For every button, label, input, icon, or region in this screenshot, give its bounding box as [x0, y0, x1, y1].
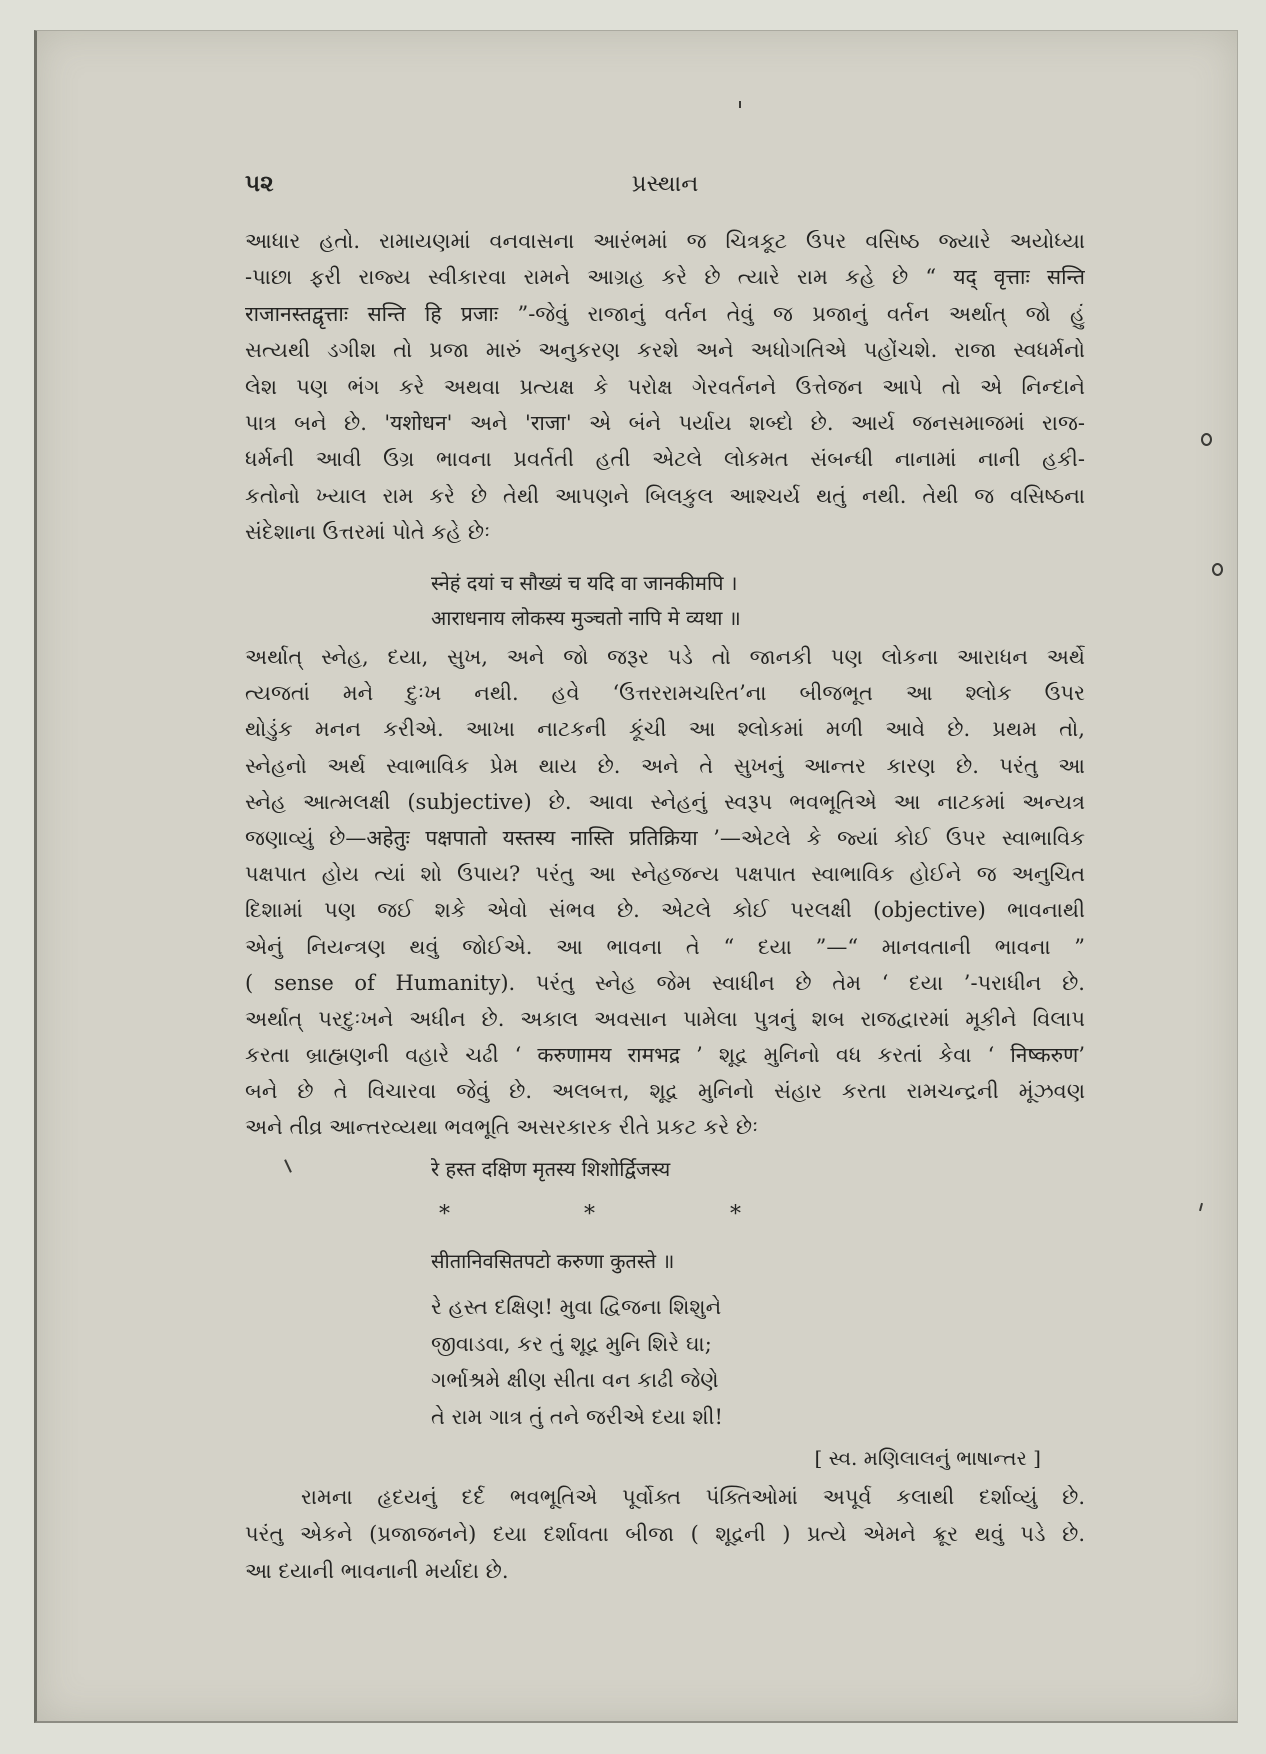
- sanskrit-verse-1: [431, 566, 1031, 636]
- paragraph-line: સ્નેહનો અર્થ સ્વાભાવિક પ્રેમ થાય છે. અને તે સુખનું આન્તર કારણ છે. પરંતુ આ: [245, 753, 1085, 778]
- margin-mark: [1199, 1203, 1203, 1211]
- paragraph-line: કતોનો ખ્યાલ રામ કરે છે તેથી આપણને બિલકુલ આશ્ચર્ય થતું નથી. તેથી જ વસિષ્ઠના: [245, 483, 1085, 508]
- verse-line: રે હસ્ત દક્ષિણ! મુવા દ્વિજના શિશુને: [431, 1295, 722, 1319]
- paragraph-line: રામના હૃદયનું દર્દ ભવભૂતિએ પૂર્વોક્ત પંક્તિઓમાં અપૂર્વ કલાથી દર્શાવ્યું છે.: [301, 1485, 1085, 1509]
- book-page: [34, 30, 1238, 1723]
- paragraph-line: લેશ પણ ભંગ કરે અથવા પ્રત્યક્ષ કે પરોક્ષ ગેરવર્તનને ઉત્તેજન આપે તો એ નિન્દાને: [245, 374, 1085, 399]
- paragraph-line: સંદેશાના ઉત્તરમાં પોતે કહે છેઃ: [245, 520, 491, 545]
- gujarati-verse-translation: [431, 1289, 1031, 1436]
- sanskrit-verse-2: [431, 1146, 1031, 1284]
- paragraph-line: થોડુંક મનન કરીએ. આખા નાટકની કૂંચી આ શ્લોકમાં મળી આવે છે. પ્રથમ તો,: [245, 717, 1085, 742]
- paragraph-line: -પાછા ફરી રાજ્ય સ્વીકારવા રામને આગ્રહ કરે છે ત્યારે રામ કહે છે “ यद् वृत्ताः सन्ति: [245, 265, 1085, 290]
- paragraph-line: અર્થાત્ પરદુઃખને અધીન છે. અકાલ અવસાન પામેલા પુત્રનું શબ રાજદ્વારમાં મૂકીને વિલાપ: [245, 1006, 1085, 1031]
- paragraph-3: [245, 1479, 1085, 1590]
- margin-mark: [1201, 433, 1212, 446]
- scan-mark: [739, 101, 741, 108]
- paragraph-line: આ દયાની ભાવનાની મર્યાદા છે.: [245, 1559, 509, 1583]
- ellipsis-star: *: [439, 1202, 450, 1227]
- paragraph-line: ત્યજતાં મને દુઃખ નથી. હવે ‘ઉત્તરરામચરિત’ના બીજભૂત આ શ્લોક ઉપર: [245, 681, 1085, 706]
- paragraph-line: એનું નિયન્ત્રણ થવું જોઈએ. આ ભાવના તે “ દયા ”—“ માનવતાની ભાવના ”: [245, 934, 1085, 959]
- running-title: પ્રસ્થાન: [631, 171, 699, 197]
- ellipsis-star: *: [584, 1202, 595, 1227]
- paragraph-1: [245, 223, 1085, 551]
- verse-line: તે રામ ગાત્ર તું તને જરીએ દયા શી!: [431, 1405, 723, 1430]
- translation-credit: [ સ્વ. મણિલાલનું ભાષાન્તર ]: [814, 1446, 1041, 1470]
- margin-mark: [1212, 563, 1223, 576]
- paragraph-line: राजानस्तद्वृत्ताः सन्ति हि प्रजाः ”-જેવું રાજાનું વર્તન તેવું જ પ્રજાનું વર્તન અર્થાત્ જો હું: [245, 301, 1085, 326]
- paragraph-line: પક્ષપાત હોય ત્યાં શો ઉપાય? પરંતુ આ સ્નેહજન્ય પક્ષપાત સ્વાભાવિક હોઈને જ અનુચિત: [245, 862, 1085, 887]
- paragraph-line: પરંતુ એકને (પ્રજાજનને) દયા દર્શાવતા બીજા ( શૂદ્રની ) પ્રત્યે એમને ક્રૂર થવું પડે છે.: [245, 1522, 1085, 1546]
- paragraph-line: બને છે તે વિચારવા જેવું છે. અલબત્ત, શૂદ્ર મુનિનો સંહાર કરતા રામચન્દ્રની મૂંઝવણ: [245, 1079, 1085, 1104]
- verse-line: आराधनाय लोकस्य मुञ्चतो नापि मे व्यथा ॥: [431, 606, 741, 630]
- paragraph-line: અર્થાત્ સ્નેહ, દયા, સુખ, અને જો જરૂર પડે તો જાનકી પણ લોકના આરાધન અર્થે: [245, 645, 1085, 669]
- paragraph-line: દિશામાં પણ જઈ શકે એવો સંભવ છે. એટલે કોઈ પરલક્ષી (objective) ભાવનાથી: [245, 898, 1085, 923]
- ellipsis-star: *: [730, 1202, 741, 1227]
- verse-line: ગર્ભાશ્રમે ક્ષીણ સીતા વન કાઢી જેણે: [431, 1368, 719, 1393]
- verse-line: रे हस्त दक्षिण मृतस्य शिशोर्द्विजस्य: [431, 1157, 671, 1181]
- paragraph-line: સત્યથી ડગીશ તો પ્રજા મારું અનુકરણ કરશે અને અધોગતિએ પહોંચશે. રાજા સ્વધર્મનો: [245, 338, 1085, 363]
- verse-line: स्नेहं दयां च सौख्यं च यदि वा जानकीमपि ।: [431, 571, 738, 595]
- paragraph-line: ( sense of Humanity). પરંતુ સ્નેહ જેમ સ્વાધીન છે તેમ ‘ દયા ’-પરાધીન છે.: [245, 970, 1085, 995]
- margin-mark: [284, 1159, 292, 1173]
- verse-line: सीतानिवसितपटो करुणा कुतस्ते ॥: [431, 1249, 675, 1273]
- paragraph-line: જણાવ્યું છે—अहेतुः पक्षपातो यस्तस्य नास्ति प्रतिक्रिया ’—એટલે કે જ્યાં કોઈ ઉપર સ્વાભાવિક: [245, 825, 1085, 850]
- paragraph-line: સ્નેહ આત્મલક્ષી (subjective) છે. આવા સ્નેહનું સ્વરૂપ ભવભૂતિએ આ નાટકમાં અન્યત્ર: [245, 789, 1085, 814]
- paragraph-line: આધાર હતો. રામાયણમાં વનવાસના આરંભમાં જ ચિત્રકૂટ ઉપર વસિષ્ઠ જ્યારે અયોધ્યા: [245, 229, 1085, 253]
- verse-line: જીવાડવા, કર તું શૂદ્ર મુનિ શિરે ઘા;: [431, 1331, 712, 1356]
- verse-ellipsis: [431, 1192, 1031, 1238]
- page-number: ૫૨: [245, 170, 274, 197]
- paragraph-line: પાત્ર બને છે. 'यशोधन' અને 'राजा' એ બંને પર્યાય શબ્દો છે. આર્ય જનસમાજમાં રાજ-: [245, 410, 1085, 435]
- paragraph-2: [245, 639, 1085, 1146]
- paragraph-line: કરતા બ્રાહ્મણની વહારે ચઢી ‘ करुणामय रामभद्र ’ શૂદ્ર મુનિનો વધ કરતાં કેવા ‘ निष्करुण’: [245, 1043, 1085, 1068]
- paragraph-line: અને તીવ્ર આન્તરવ્યથા ભવભૂતિ અસરકારક રીતે પ્રકટ કરે છેઃ: [245, 1115, 759, 1140]
- paragraph-line: ધર્મની આવી ઉગ્ર ભાવના પ્રવર્તતી હતી એટલે લોકમત સંબન્ધી નાનામાં નાની હકી-: [245, 447, 1085, 472]
